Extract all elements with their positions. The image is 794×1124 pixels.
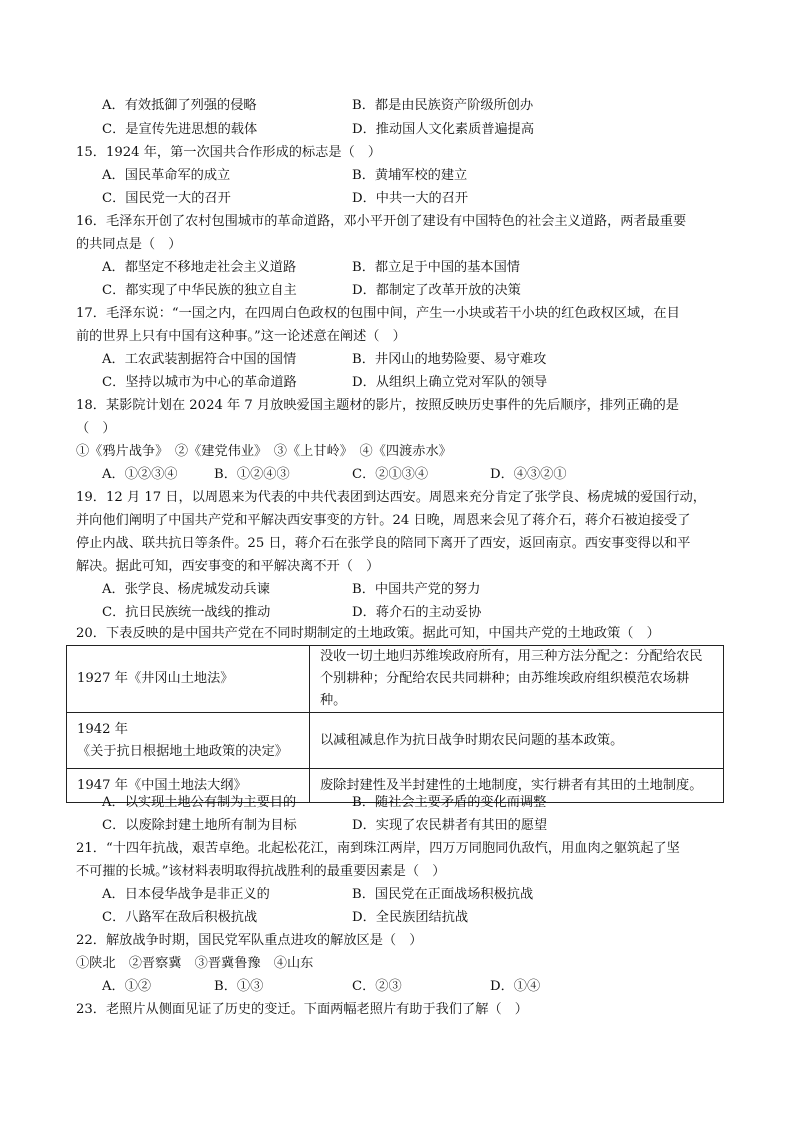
- q20-option-b[interactable]: B．随社会主要矛盾的变化而调整: [352, 795, 547, 810]
- table-cell-text: 废除封建性及半封建性的土地制度，实行耕者有其田的土地制度。: [320, 777, 703, 793]
- q14-option-c[interactable]: C．是宣传先进思想的载体: [102, 122, 258, 137]
- table-cell-text: 以减租减息作为抗日战争时期农民问题的基本政策。: [320, 732, 624, 748]
- q14-option-b[interactable]: B．都是由民族资产阶级所创办: [352, 98, 534, 113]
- table-cell-policy: [310, 713, 724, 769]
- q16-option-a[interactable]: A．都坚定不移地走社会主义道路: [102, 260, 297, 275]
- q22-option-b[interactable]: B．①③: [214, 979, 264, 994]
- q21-option-d[interactable]: D．全民族团结抗战: [352, 910, 469, 925]
- q17-stem-line1: 17．毛泽东说：“一国之内，在四周白色政权的包围中间，产生一小块或若干小块的红色政权区域，在目: [76, 306, 680, 321]
- q20-option-c[interactable]: C．以废除封建土地所有制为目标: [102, 818, 297, 833]
- q22-stem: 22．解放战争时期，国民党军队重点进攻的解放区是（ ）: [76, 933, 423, 948]
- q20-stem: 20．下表反映的是中国共产党在不同时期制定的土地政策。据此可知，中国共产党的土地政策（ ）: [76, 626, 660, 641]
- q19-stem-line3: 停止内战、联共抗日等条件。25 日，蒋介石在张学良的陪同下离开了西安，返回南京。西安事变得以和平: [76, 536, 691, 551]
- q21-stem-line2: 不可摧的长城。”该材料表明取得抗战胜利的最重要因素是（ ）: [76, 864, 446, 879]
- table-cell-text: 没收一切土地归苏维埃政府所有，用三种方法分配之：分配给农民: [320, 649, 703, 664]
- table-cell-text: 《关于抗日根据地土地政策的决定》: [77, 743, 288, 759]
- table-row: [67, 713, 724, 769]
- table-cell-text: 1927 年《井冈山土地法》: [77, 671, 234, 686]
- q18-option-d[interactable]: D．④③②①: [490, 467, 567, 482]
- table-cell-text: 个别耕种；分配给农民共同耕种；由苏维埃政府组织模范农场耕种。: [320, 671, 690, 708]
- table-cell-policy: [310, 646, 724, 713]
- q18-option-c[interactable]: C．②①③④: [352, 467, 429, 482]
- q21-option-b[interactable]: B．国民党在正面战场积极抗战: [352, 887, 534, 902]
- q21-option-a[interactable]: A．日本侵华战争是非正义的: [102, 887, 270, 902]
- q22-option-c[interactable]: C．②③: [352, 979, 402, 994]
- q20-option-d[interactable]: D．实现了农民耕者有其田的愿望: [352, 818, 548, 833]
- q19-stem-line2: 并向他们阐明了中国共产党和平解决西安事变的方针。24 日晚，周恩来会见了蒋介石，蒋介石被迫接受了: [76, 513, 691, 528]
- q14-option-a[interactable]: A．有效抵御了列强的侵略: [102, 98, 257, 113]
- q15-option-b[interactable]: B．黄埔军校的建立: [352, 168, 468, 183]
- q16-stem-line1: 16．毛泽东开创了农村包围城市的革命道路，邓小平开创了建设有中国特色的社会主义道路，两者最重要: [76, 214, 687, 229]
- q17-option-c[interactable]: C．坚持以城市为中心的革命道路: [102, 375, 297, 390]
- q15-stem: 15．1924 年，第一次国共合作形成的标志是（ ）: [76, 145, 382, 160]
- q20-option-a[interactable]: A．以实现土地公有制为主要目的: [102, 795, 297, 810]
- q17-option-a[interactable]: A．工农武装割据符合中国的国情: [102, 352, 297, 367]
- q22-option-d[interactable]: D．①④: [490, 979, 541, 994]
- q16-option-d[interactable]: D．都制定了改革开放的决策: [352, 283, 521, 298]
- table-cell-document: [67, 713, 310, 769]
- q21-stem-line1: 21．“十四年抗战，艰苦卓绝。北起松花江，南到珠江两岸，四万万同胞同仇敌忾，用血肉之躯筑起了坚: [76, 841, 680, 856]
- q16-option-b[interactable]: B．都立足于中国的基本国情: [352, 260, 520, 275]
- q19-option-a[interactable]: A．张学良、杨虎城发动兵谏: [102, 582, 270, 597]
- q19-stem-line4: 解决。据此可知，西安事变的和平解决离不开（ ）: [76, 559, 380, 574]
- table-cell-text: 1942 年: [77, 721, 128, 737]
- q18-option-a[interactable]: A．①②③④: [102, 467, 178, 482]
- q23-stem: 23．老照片从侧面见证了历史的变迁。下面两幅老照片有助于我们了解（ ）: [76, 1002, 528, 1017]
- table-cell-document: [67, 646, 310, 713]
- q16-option-c[interactable]: C．都实现了中华民族的独立自主: [102, 283, 297, 298]
- q19-stem-line1: 19．12 月 17 日，以周恩来为代表的中共代表团到达西安。周恩来充分肯定了张学良、杨虎城的爱国行动，: [76, 490, 706, 505]
- q18-option-b[interactable]: B．①②④③: [214, 467, 290, 482]
- q22-region-list: ①陕北 ②晋察冀 ③晋冀鲁豫 ④山东: [76, 956, 314, 971]
- q19-option-b[interactable]: B．中国共产党的努力: [352, 582, 481, 597]
- q19-option-c[interactable]: C．抗日民族统一战线的推动: [102, 605, 271, 620]
- q14-option-d[interactable]: D．推动国人文化素质普遍提高: [352, 122, 535, 137]
- q18-stem-line2: （ ）: [76, 421, 116, 436]
- q17-stem-line2: 前的世界上只有中国有这种事。”这一论述意在阐述（ ）: [76, 329, 406, 344]
- q16-stem-line2: 的共同点是（ ）: [76, 237, 182, 252]
- q17-option-b[interactable]: B．井冈山的地势险要、易守难攻: [352, 352, 547, 367]
- q15-option-c[interactable]: C．国民党一大的召开: [102, 191, 231, 206]
- q22-option-a[interactable]: A．①②: [102, 979, 152, 994]
- q18-stem-line1: 18．某影院计划在 2024 年 7 月放映爱国主题材的影片，按照反映历史事件的先后顺序，排列正确的是: [76, 398, 679, 413]
- q15-option-a[interactable]: A．国民革命军的成立: [102, 168, 231, 183]
- land-policy-table: [66, 645, 724, 803]
- q15-option-d[interactable]: D．中共一大的召开: [352, 191, 469, 206]
- q19-option-d[interactable]: D．蒋介石的主动妥协: [352, 605, 482, 620]
- q17-option-d[interactable]: D．从组织上确立党对军队的领导: [352, 375, 548, 390]
- table-row: [67, 646, 724, 713]
- q18-film-list: ①《鸦片战争》 ②《建党伟业》 ③《上甘岭》 ④《四渡赤水》: [76, 444, 452, 459]
- table-cell-text: 1947 年《中国土地法大纲》: [77, 777, 247, 793]
- q21-option-c[interactable]: C．八路军在敌后积极抗战: [102, 910, 258, 925]
